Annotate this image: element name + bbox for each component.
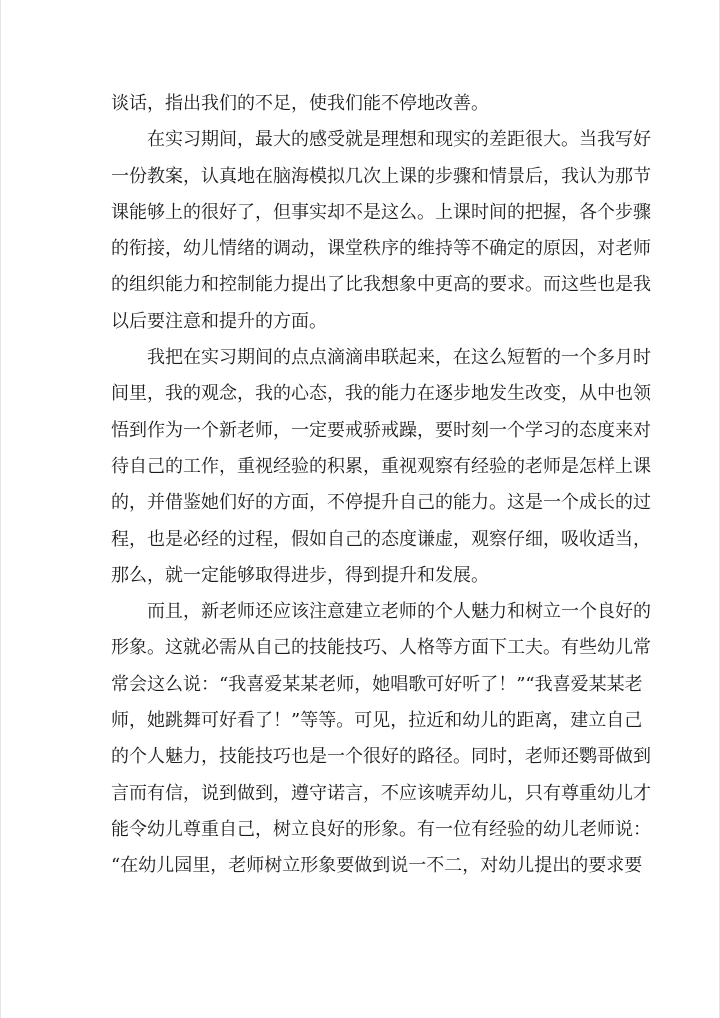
text-line: 待自己的工作，重视经验的积累，重视观察有经验的老师是怎样上课 [111, 455, 651, 477]
text-line: 在实习期间，最大的感受就是理想和现实的差距很大。当我写好 [111, 129, 651, 151]
text-line: 的，并借鉴她们好的方面，不停提升自己的能力。这是一个成长的过 [111, 492, 651, 514]
text-line: 谈话，指出我们的不足，使我们能不停地改善。 [111, 93, 489, 114]
text-line: 程，也是必经的过程，假如自己的态度谦虚，观察仔细，吸收适当， [111, 528, 651, 550]
text-line: 的个人魅力，技能技巧也是一个很好的路径。同时，老师还鹦哥做到 [111, 746, 651, 768]
text-line: 我把在实习期间的点点滴滴串联起来，在这么短暂的一个多月时 [111, 347, 651, 369]
text-line: 以后要注意和提升的方面。 [111, 310, 327, 332]
text-line: 的组织能力和控制能力提出了比我想象中更高的要求。而这些也是我 [111, 274, 651, 296]
text-line: 间里，我的观念，我的心态，我的能力在逐步地发生改变，从中也领 [111, 383, 651, 405]
text-line: 那么，就一定能够取得进步，得到提升和发展。 [111, 564, 489, 586]
text-line: 言而有信，说到做到，遵守诺言，不应该唬弄幼儿，只有尊重幼儿才 [111, 782, 651, 804]
text-line: 师，她跳舞可好看了！”等等。可见，拉近和幼儿的距离，建立自己 [111, 710, 643, 732]
text-line: 课能够上的很好了，但事实却不是这么。上课时间的把握，各个步骤 [111, 201, 651, 223]
text-line: “在幼儿园里，老师树立形象要做到说一不二，对幼儿提出的要求要 [111, 855, 643, 877]
text-line: 常会这么说：“我喜爱某某老师，她唱歌可好听了！”“我喜爱某某老 [111, 673, 643, 695]
body-text [111, 86, 651, 885]
text-line: 一份教案，认真地在脑海模拟几次上课的步骤和情景后，我认为那节 [111, 165, 651, 187]
text-line: 形象。这就必需从自己的技能技巧、人格等方面下工夫。有些幼儿常 [111, 637, 651, 659]
text-line: 悟到作为一个新老师，一定要戒骄戒躁，要时刻一个学习的态度来对 [111, 419, 651, 441]
text-line: 的衔接，幼儿情绪的调动，课堂秩序的维持等不确定的原因，对老师 [111, 238, 651, 260]
text-line: 而且，新老师还应该注意建立老师的个人魅力和树立一个良好的 [111, 601, 651, 623]
text-line: 能令幼儿尊重自己，树立良好的形象。有一位有经验的幼儿老师说： [111, 818, 651, 840]
